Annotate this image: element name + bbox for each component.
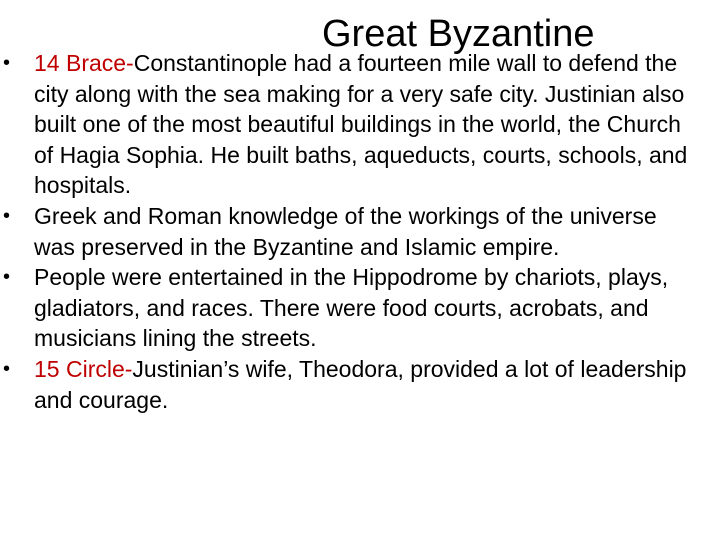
bullet-text: People were entertained in the Hippodrome by chariots, plays, gladiators, and races. There were food courts, acrobats, and musicians lining the streets. [34, 264, 669, 352]
bullet-item-wall [0, 48, 720, 201]
bullet-label: 14 Brace- [34, 50, 134, 76]
bullet-dot-icon: • [3, 204, 11, 227]
bullet-list [0, 48, 720, 415]
bullet-text: Justinian’s wife, Theodora, provided a lot of leadership and courage. [34, 355, 687, 413]
bullet-item-theodora [0, 354, 720, 415]
bullet-text: Constantinople had a fourteen mile wall to defend the city along with the sea making for a very safe city. Justinian also built one of the most beautiful buildings in the world, the Church of Hagia Sophia. He built baths, aqueducts, courts, schools, and hospitals. [34, 50, 688, 199]
bullet-item-hippodrome [0, 262, 720, 354]
bullet-item-knowledge [0, 201, 720, 262]
bullet-text: Greek and Roman knowledge of the workings of the universe was preserved in the Byzantine and Islamic empire. [34, 202, 657, 260]
bullet-label: 15 Circle- [34, 355, 133, 382]
slide-title: Great Byzantine [322, 13, 595, 55]
bullet-dot-icon: • [3, 357, 11, 380]
bullet-dot-icon: • [3, 52, 11, 74]
bullet-dot-icon: • [3, 266, 11, 289]
